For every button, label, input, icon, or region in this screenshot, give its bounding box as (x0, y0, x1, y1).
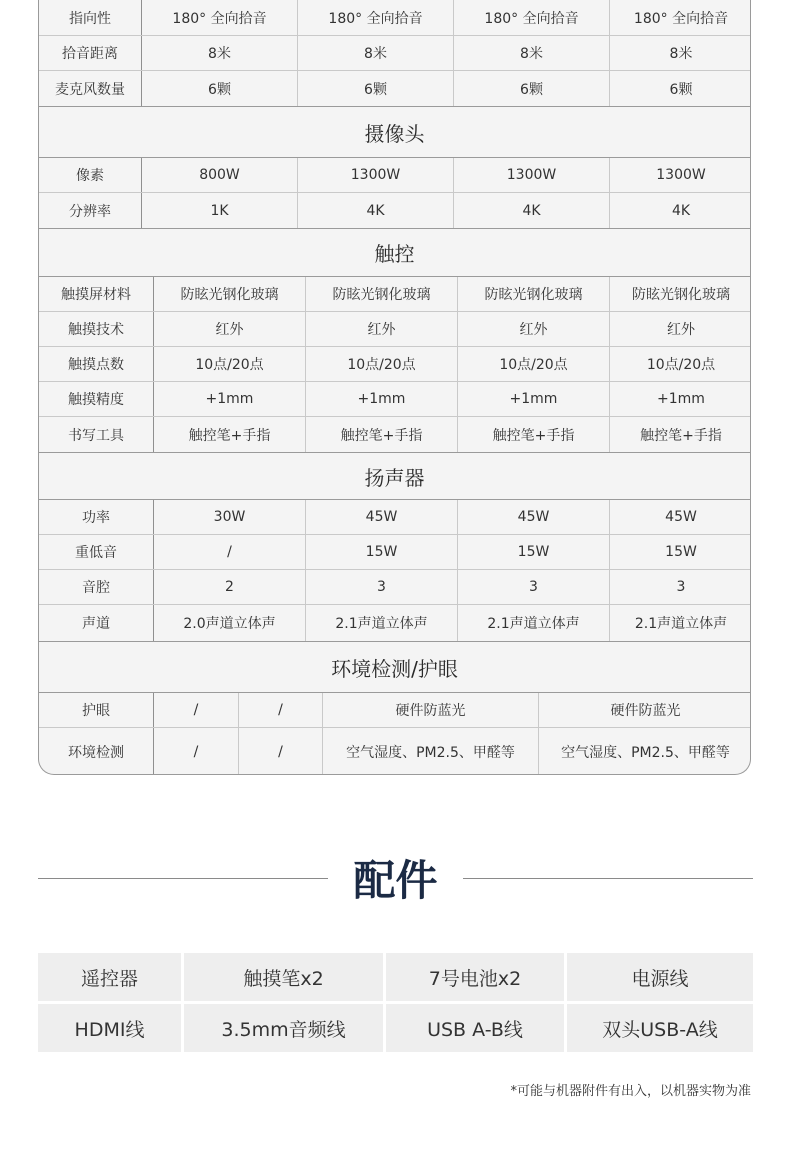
table-row (39, 0, 750, 36)
row-label: 触摸技术 (39, 312, 154, 346)
row-label: 拾音距离 (39, 36, 142, 70)
value-cell: 空气湿度、PM2.5、甲醛等 (323, 728, 539, 775)
value-cell: 45W (306, 500, 458, 534)
table-row (39, 158, 750, 193)
value-cell: 15W (306, 535, 458, 569)
camera-section-title: 摄像头 (39, 107, 750, 158)
value-cell: 10点/20点 (306, 347, 458, 381)
row-label: 分辨率 (39, 193, 142, 228)
value-cell: 触控笔+手指 (458, 417, 610, 452)
value-cell: 红外 (667, 322, 695, 338)
table-row (39, 193, 750, 229)
value-cell: 180° 全向拾音 (298, 0, 454, 35)
value-cell: 3 (676, 579, 686, 595)
value-cell: 6颗 (142, 71, 298, 106)
value-cell: +1mm (154, 382, 306, 416)
row-label: 护眼 (39, 693, 154, 727)
value-cell: 180° 全向拾音 (454, 0, 610, 35)
row-label: 像素 (39, 158, 142, 192)
table-row (39, 277, 750, 312)
value-cell: +1mm (657, 391, 705, 407)
value-cell: +1mm (458, 382, 610, 416)
row-label: 环境检测 (39, 728, 154, 775)
value-cell: 2 (154, 570, 306, 604)
value-cell: 硬件防蓝光 (323, 693, 539, 727)
value-cell: 1300W (298, 158, 454, 192)
accessory-item: USB A-B线 (386, 1004, 564, 1052)
accessory-item: 遥控器 (38, 953, 181, 1001)
row-label: 触摸屏材料 (39, 277, 154, 311)
value-cell: 防眩光钢化玻璃 (458, 277, 610, 311)
accessory-item: 双头USB-A线 (567, 1004, 753, 1052)
value-cell: 4K (671, 202, 691, 219)
table-row (39, 693, 750, 728)
table-row (39, 500, 750, 535)
accessory-item: 触摸笔x2 (184, 953, 383, 1001)
accessory-item: HDMI线 (38, 1004, 181, 1052)
value-cell: 4K (298, 193, 454, 228)
value-cell: 45W (458, 500, 610, 534)
value-cell: 30W (154, 500, 306, 534)
row-label: 麦克风数量 (39, 71, 142, 106)
accessories-title: 配件 (353, 856, 438, 905)
value-cell: 800W (142, 158, 298, 192)
value-cell: 触控笔+手指 (306, 417, 458, 452)
row-label: 重低音 (39, 535, 154, 569)
value-cell: 3 (458, 570, 610, 604)
table-row (39, 347, 750, 382)
value-cell: 1K (142, 193, 298, 228)
value-cell: 红外 (458, 312, 610, 346)
value-cell: 180° 全向拾音 (142, 0, 298, 35)
value-cell: 8米 (669, 46, 693, 62)
row-label: 书写工具 (39, 417, 154, 452)
value-cell: 防眩光钢化玻璃 (306, 277, 458, 311)
divider-right (463, 878, 753, 879)
accessory-item: 电源线 (567, 953, 753, 1001)
value-cell: 2.0声道立体声 (154, 605, 306, 641)
value-cell: +1mm (306, 382, 458, 416)
table-row (39, 312, 750, 347)
touch-section-title: 触控 (39, 229, 750, 277)
value-cell: 1300W (454, 158, 610, 192)
row-label: 指向性 (39, 0, 142, 35)
accessory-item: 3.5mm音频线 (184, 1004, 383, 1052)
table-row (39, 535, 750, 570)
table-row (39, 728, 750, 775)
env-section-title: 环境检测/护眼 (39, 642, 750, 693)
value-cell: 8米 (298, 36, 454, 70)
value-cell: 4K (454, 193, 610, 228)
value-cell: 8米 (454, 36, 610, 70)
disclaimer-note: *可能与机器附件有出入，以机器实物为准 (510, 1084, 751, 1099)
value-cell: 3 (306, 570, 458, 604)
value-cell: 180° 全向拾音 (633, 10, 729, 27)
table-row (39, 605, 750, 642)
value-cell: 8米 (142, 36, 298, 70)
value-cell: / (239, 728, 323, 775)
value-cell: 红外 (306, 312, 458, 346)
value-cell: 防眩光钢化玻璃 (632, 287, 730, 303)
row-label: 触摸点数 (39, 347, 154, 381)
value-cell: 1300W (656, 167, 706, 183)
row-label: 功率 (39, 500, 154, 534)
table-row (39, 71, 750, 107)
value-cell: / (154, 693, 239, 727)
table-row (39, 417, 750, 453)
speaker-section-title: 扬声器 (39, 453, 750, 500)
value-cell: 10点/20点 (154, 347, 306, 381)
row-label: 音腔 (39, 570, 154, 604)
value-cell: 15W (665, 544, 697, 560)
row-label: 声道 (39, 605, 154, 641)
spec-table (38, 0, 751, 775)
value-cell: 2.1声道立体声 (634, 616, 728, 632)
value-cell: 2.1声道立体声 (306, 605, 458, 641)
value-cell: 红外 (154, 312, 306, 346)
value-cell: / (154, 728, 239, 775)
value-cell: / (239, 693, 323, 727)
value-cell: 2.1声道立体声 (458, 605, 610, 641)
value-cell: 6颗 (298, 71, 454, 106)
row-label: 触摸精度 (39, 382, 154, 416)
table-row (39, 570, 750, 605)
value-cell: 45W (665, 509, 697, 525)
value-cell: 15W (458, 535, 610, 569)
accessory-item: 7号电池x2 (386, 953, 564, 1001)
value-cell: 10点/20点 (458, 347, 610, 381)
table-row (39, 382, 750, 417)
value-cell: 6颗 (454, 71, 610, 106)
value-cell: 6颗 (669, 81, 693, 98)
table-row (39, 36, 750, 71)
value-cell: 空气湿度、PM2.5、甲醛等 (561, 744, 730, 761)
value-cell: 触控笔+手指 (640, 427, 722, 444)
value-cell: / (154, 535, 306, 569)
value-cell: 防眩光钢化玻璃 (154, 277, 306, 311)
value-cell: 触控笔+手指 (154, 417, 306, 452)
value-cell: 10点/20点 (646, 357, 716, 373)
value-cell: 硬件防蓝光 (610, 703, 681, 719)
